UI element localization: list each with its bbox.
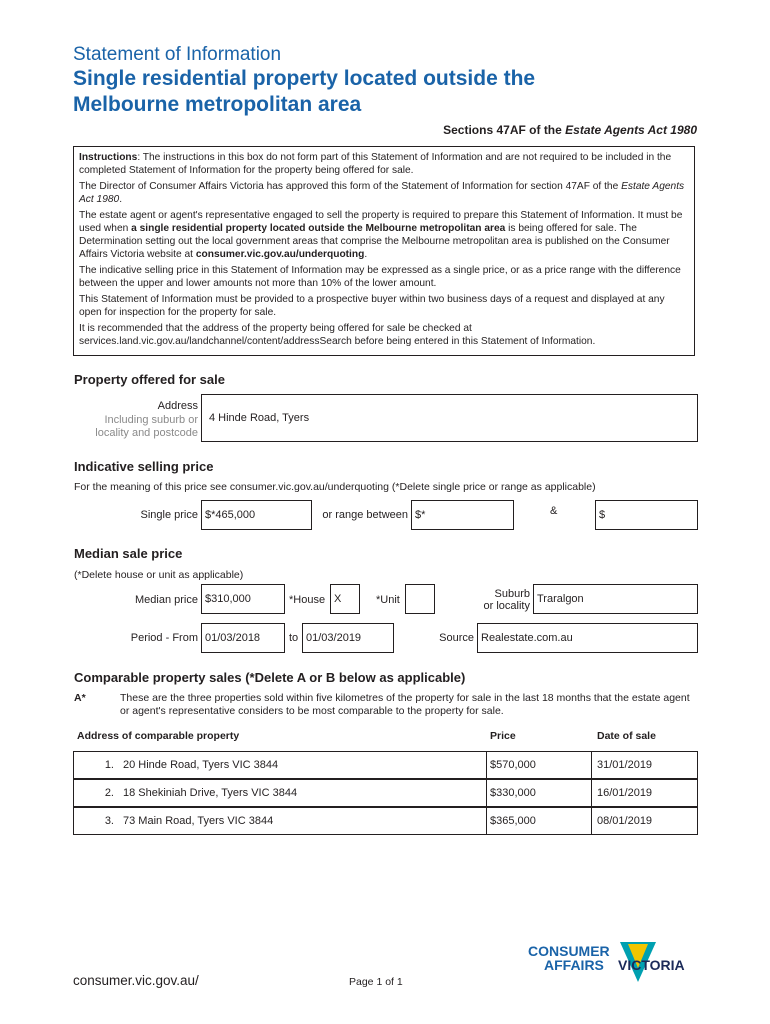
period-to-field[interactable] xyxy=(302,623,394,653)
instructions-para-5: This Statement of Information must be provided to a prospective buyer within two business days of a request and displayed at any open for inspection for the property for sale. xyxy=(79,294,665,318)
consumer-affairs-victoria-logo xyxy=(528,942,703,1014)
comparable-heading: Comparable property sales (*Delete A or B below as applicable) xyxy=(74,670,466,685)
period-to-label: to xyxy=(289,632,299,644)
logo-graphic xyxy=(528,942,703,1014)
title-line-1: Single residential property located outside the xyxy=(73,67,536,90)
row-number: 1. xyxy=(104,759,114,771)
column-date-header: Date of sale xyxy=(597,730,656,742)
row-date[interactable]: 31/01/2019 xyxy=(591,752,697,778)
row-price[interactable]: $365,000 xyxy=(486,808,591,834)
property-address-value: 4 Hinde Road, Tyers xyxy=(209,412,310,424)
act-reference xyxy=(443,123,697,137)
document-subtitle: Statement of Information xyxy=(73,44,282,65)
option-a-text: These are the three properties sold within five kilometres of the property for sale in the last 18 months that the estate agent or agent's representative considers to be most comparable to the property for sale. xyxy=(120,692,690,717)
table-row xyxy=(73,779,698,807)
row-address: 73 Main Road, Tyers VIC 3844 xyxy=(123,815,274,827)
suburb-label-line-2: or locality xyxy=(483,600,530,612)
suburb-value: Traralgon xyxy=(537,593,584,605)
row-date[interactable]: 08/01/2019 xyxy=(591,808,697,834)
indicative-price-heading: Indicative selling price xyxy=(74,459,214,474)
address-label-line-2: Including suburb or xyxy=(104,413,198,426)
row-price[interactable]: $330,000 xyxy=(486,780,591,806)
instructions-text-2b: Estate Agents Act 1980 xyxy=(79,181,685,205)
median-heading: Median sale price xyxy=(74,546,183,561)
range-from-field[interactable] xyxy=(411,500,514,530)
instructions-box xyxy=(73,146,695,356)
column-price-header: Price xyxy=(490,730,516,742)
column-address-header: Address of comparable property xyxy=(77,730,240,742)
address-label-line-3: locality and postcode xyxy=(95,427,198,439)
range-label: or range between xyxy=(322,509,408,521)
logo-text-victoria: VICTORIA xyxy=(618,957,685,973)
source-label: Source xyxy=(439,632,474,644)
period-from-field[interactable] xyxy=(201,623,285,653)
period-from-value: 01/03/2018 xyxy=(205,632,261,644)
page-number: Page 1 of 1 xyxy=(349,976,403,988)
house-label: *House xyxy=(289,594,326,606)
document-title xyxy=(73,66,693,118)
instructions-para-3 xyxy=(79,209,689,261)
title-line-2: Melbourne metropolitan area xyxy=(73,93,362,116)
row-number: 2. xyxy=(104,787,114,799)
house-checkbox-value: X xyxy=(334,593,342,605)
row-address: 18 Shekiniah Drive, Tyers VIC 3844 xyxy=(123,787,298,799)
logo-text-consumer: CONSUMER xyxy=(528,943,610,959)
instructions-text-2a: The Director of Consumer Affairs Victoria has approved this form of the Statement of Information for section 47AF of the xyxy=(79,181,622,192)
period-to-value: 01/03/2019 xyxy=(306,632,362,644)
suburb-field[interactable] xyxy=(533,584,698,614)
instructions-para-2 xyxy=(79,180,689,206)
instructions-para-6: It is recommended that the address of the property being offered for sale be checked at services.land.vic.gov.au/landchannel/content/addressSearch before being entered in this Statement of Information. xyxy=(79,323,596,347)
instructions-para-1 xyxy=(79,151,689,177)
single-price-field[interactable] xyxy=(201,500,312,530)
logo-text-affairs: AFFAIRS xyxy=(544,957,604,973)
row-date[interactable]: 16/01/2019 xyxy=(591,780,697,806)
single-price-value: $*465,000 xyxy=(205,509,256,521)
instructions-para-4: The indicative selling price in this Statement of Information may be expressed as a single price, or as a price range with the difference between the upper and lower amounts not more than 10% of the lower amount. xyxy=(79,265,681,289)
house-checkbox[interactable] xyxy=(330,584,360,614)
address-label-line-1: Address xyxy=(157,400,198,412)
median-price-label: Median price xyxy=(135,594,198,606)
range-from-value: $* xyxy=(415,509,426,521)
act-prefix: Sections 47AF of the xyxy=(443,123,566,137)
suburb-label-line-1: Suburb xyxy=(494,588,530,600)
range-to-field[interactable] xyxy=(595,500,698,530)
row-address: 20 Hinde Road, Tyers VIC 3844 xyxy=(123,759,279,771)
row-price[interactable]: $570,000 xyxy=(486,752,591,778)
footer-url[interactable]: consumer.vic.gov.au/ xyxy=(73,973,199,988)
act-name: Estate Agents Act 1980 xyxy=(565,123,697,137)
range-to-value: $ xyxy=(599,509,606,521)
source-field[interactable] xyxy=(477,623,698,653)
property-address-field[interactable] xyxy=(201,394,698,442)
table-row xyxy=(73,751,698,779)
option-a-label: A* xyxy=(74,692,86,704)
row-number: 3. xyxy=(104,815,114,827)
instructions-text-2c: . xyxy=(119,194,123,205)
instructions-label: Instructions xyxy=(79,152,138,163)
median-price-value: $310,000 xyxy=(205,593,251,605)
period-from-label: Period - From xyxy=(130,632,198,644)
instructions-text-3e: . xyxy=(364,249,368,260)
median-note: (*Delete house or unit as applicable) xyxy=(74,569,244,581)
property-heading: Property offered for sale xyxy=(74,372,225,387)
instructions-text-3a: The estate agent or agent's representative engaged to sell the property is required to prepare this Statement of Information. It must be used when xyxy=(79,210,683,234)
underquoting-link[interactable]: consumer.vic.gov.au/underquoting xyxy=(195,249,365,260)
range-and-label: & xyxy=(550,505,558,517)
median-price-field[interactable] xyxy=(201,584,285,614)
single-price-label: Single price xyxy=(140,509,198,521)
instructions-text-3b: a single residential property located outside the Melbourne metropolitan area xyxy=(131,223,506,234)
indicative-price-note: For the meaning of this price see consumer.vic.gov.au/underquoting (*Delete single price or range as applicable) xyxy=(74,481,596,493)
unit-label: *Unit xyxy=(376,594,400,606)
address-label xyxy=(80,400,198,441)
source-value: Realestate.com.au xyxy=(481,632,573,644)
instructions-text-3c: is being offered for sale. The Determination setting out the local government areas that comprise the Melbourne metropolitan area is published on the Consumer Affairs Victoria website at xyxy=(79,223,670,260)
unit-checkbox[interactable] xyxy=(405,584,435,614)
instructions-text-1: : The instructions in this box do not form part of this Statement of Information and are not required to be included in the completed Statement of Information for the property being offered for sale. xyxy=(79,152,672,176)
suburb-label xyxy=(460,588,530,612)
table-row xyxy=(73,807,698,835)
